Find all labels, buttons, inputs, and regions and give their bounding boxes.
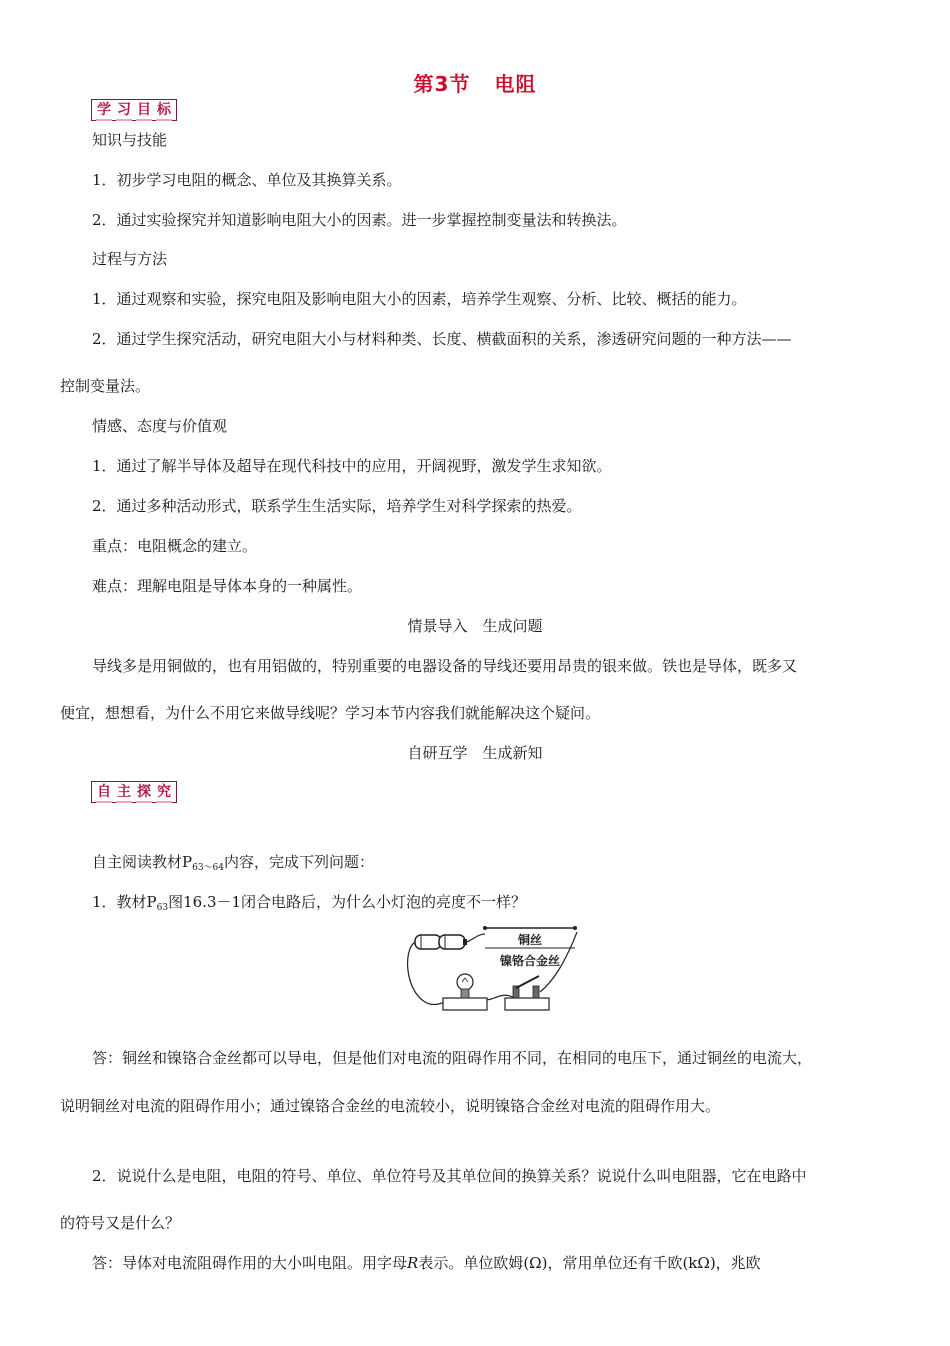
process-heading: 过程与方法 xyxy=(92,250,168,268)
badge-char: 习 xyxy=(116,99,132,121)
light-bulb-icon xyxy=(443,974,487,1010)
answer-2 xyxy=(92,1253,761,1273)
reading-instruction xyxy=(92,852,374,878)
page-range: 63～64 xyxy=(192,863,224,873)
process-item-1: 1．通过观察和实验，探究电阻及影响电阻大小的因素，培养学生观察、分析、比较、概括的能力。 xyxy=(92,290,747,308)
question-2-cont: 的符号又是什么？ xyxy=(60,1214,181,1232)
question-text: 1．教材P xyxy=(92,893,157,911)
resistance-symbol: R xyxy=(407,1254,419,1272)
badge-char: 自 xyxy=(96,781,112,803)
question-1 xyxy=(92,892,526,918)
intro-heading: 情景导入 生成问题 xyxy=(407,617,543,635)
nichrome-label: 镍铬合金丝 xyxy=(499,954,561,968)
badge-char: 目 xyxy=(136,99,152,121)
process-item-2: 2．通过学生探究活动，研究电阻大小与材料种类、长度、横截面积的关系，渗透研究问题的一种方法—— xyxy=(92,330,792,348)
badge-char: 探 xyxy=(136,781,152,803)
badge-char: 学 xyxy=(96,99,112,121)
question-2: 2．说说什么是电阻，电阻的符号、单位、单位符号及其单位间的换算关系？说说什么叫电阻器，它在电路中 xyxy=(92,1167,807,1185)
answer-1-cont: 说明铜丝对电流的阻碍作用小；通过镍铬合金丝的电流较小，说明镍铬合金丝对电流的阻碍作用大。 xyxy=(60,1097,721,1115)
instruction-text: 自主阅读教材P xyxy=(92,853,193,871)
battery-icon xyxy=(415,935,467,949)
switch-icon xyxy=(505,976,549,1010)
study-heading: 自研互学 生成新知 xyxy=(407,744,543,762)
circuit-diagram xyxy=(405,920,585,1020)
section-name: 电阻 xyxy=(494,72,537,96)
copper-label: 铜丝 xyxy=(517,933,543,947)
knowledge-item-1: 1．初步学习电阻的概念、单位及其换算关系。 xyxy=(92,171,402,189)
emotion-heading: 情感、态度与价值观 xyxy=(92,417,228,435)
section-number: 第3节 xyxy=(413,72,471,96)
explore-badge xyxy=(91,781,177,803)
instruction-text: 内容，完成下列问题： xyxy=(224,853,375,871)
emotion-item-1: 1．通过了解半导体及超导在现代科技中的应用，开阔视野，激发学生求知欲。 xyxy=(92,457,612,475)
intro-paragraph-cont: 便宜，想想看，为什么不用它来做导线呢？学习本节内容我们就能解决这个疑问。 xyxy=(60,704,601,722)
badge-char: 主 xyxy=(116,781,132,803)
answer-1: 答：铜丝和镍铬合金丝都可以导电，但是他们对电流的阻碍作用不同，在相同的电压下，通过铜丝的电流大， xyxy=(92,1049,813,1067)
answer-text: 答：导体对电流阻碍作用的大小叫电阻。用字母 xyxy=(92,1254,408,1272)
page-title xyxy=(0,68,950,97)
difficulty-point: 难点：理解电阻是导体本身的一种属性。 xyxy=(92,577,363,595)
knowledge-heading: 知识与技能 xyxy=(92,131,168,149)
process-item-2-cont: 控制变量法。 xyxy=(60,377,151,395)
objectives-badge xyxy=(91,99,177,121)
badge-char: 究 xyxy=(156,781,172,803)
knowledge-item-2: 2．通过实验探究并知道影响电阻大小的因素。进一步掌握控制变量法和转换法。 xyxy=(92,211,627,229)
intro-paragraph: 导线多是用铜做的，也有用铝做的，特别重要的电器设备的导线还要用昂贵的银来做。铁也是导体，既多又 xyxy=(92,657,798,675)
badge-char: 标 xyxy=(156,99,172,121)
key-point: 重点：电阻概念的建立。 xyxy=(92,537,258,555)
answer-text: 表示。单位欧姆(Ω)，常用单位还有千欧(kΩ)，兆欧 xyxy=(418,1254,761,1272)
emotion-item-2: 2．通过多种活动形式，联系学生生活实际，培养学生对科学探索的热爱。 xyxy=(92,497,582,515)
page-ref: 63 xyxy=(156,903,169,913)
question-text: 图16.3－1闭合电路后，为什么小灯泡的亮度不一样？ xyxy=(168,893,527,911)
